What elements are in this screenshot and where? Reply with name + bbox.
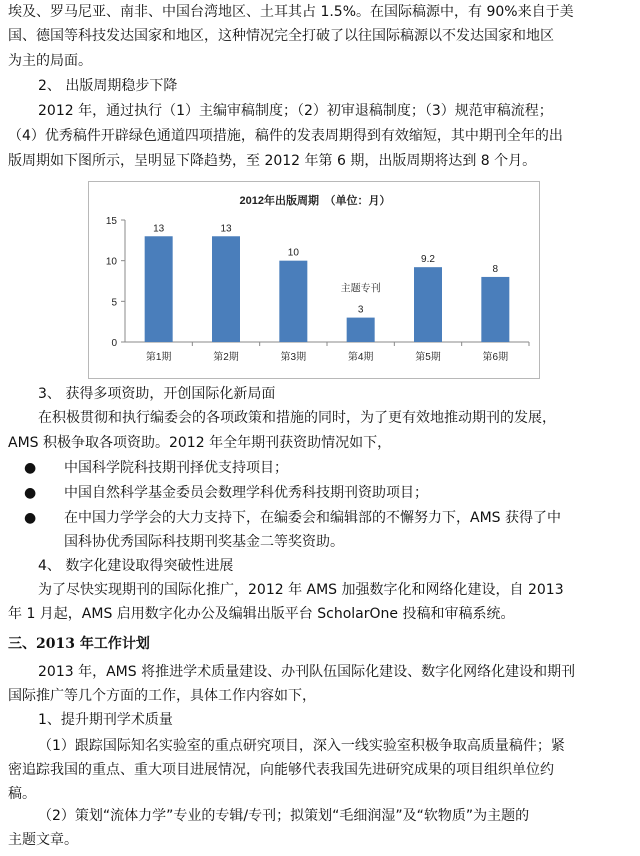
bar bbox=[212, 236, 240, 342]
y-tick-label: 5 bbox=[111, 297, 117, 309]
list-item: 中国科学院科技期刊择优支持项目； bbox=[64, 460, 288, 476]
bullet-icon: ● bbox=[24, 485, 37, 501]
paragraph-line: 版周期如下图所示，呈明显下降趋势，至 2012 年第 6 期，出版周期将达到 8 个月。 bbox=[8, 153, 537, 169]
data-label: 9.2 bbox=[421, 254, 435, 266]
y-tick-label: 10 bbox=[105, 256, 117, 268]
data-label: 8 bbox=[492, 263, 499, 275]
paragraph-line: 主题文章。 bbox=[8, 832, 78, 848]
x-tick-label: 第4期 bbox=[347, 352, 374, 363]
paragraph-line: 2012 年，通过执行（1）主编审稿制度；（2）初审退稿制度；（3）规范审稿流程； bbox=[38, 103, 553, 119]
paragraph-line: 密追踪我国的重点、重大项目进展情况，向能够代表我国先进研究成果的项目组织单位约 bbox=[8, 762, 554, 778]
paragraph-line: （4）优秀稿件开辟绿色通道四项措施，稿件的发表周期得到有效缩短，其中期刊全年的出 bbox=[8, 128, 563, 144]
paragraph-line: （2）策划“流体力学”专业的专辑/专刊；拟策划“毛细润湿”及“软物质”为主题的 bbox=[38, 808, 530, 824]
paragraph-line: 国际推广等几个方面的工作，具体工作内容如下， bbox=[8, 688, 316, 704]
list-item: 中国自然科学基金委员会数理学科优秀科技期刊资助项目； bbox=[64, 485, 428, 501]
bar bbox=[145, 236, 173, 342]
y-tick-label: 15 bbox=[105, 216, 117, 227]
x-tick-label: 第5期 bbox=[415, 352, 441, 363]
paragraph-line: 年 1 月起，AMS 启用数字化办公及编辑出版平台 ScholarOne 投稿和审稿系统。 bbox=[8, 606, 515, 622]
paragraph-line: 2013 年，AMS 将推进学术质量建设、办刊队伍国际化建设、数字化网络化建设和期刊 bbox=[38, 664, 576, 680]
bar bbox=[481, 277, 509, 342]
list-item: 在中国力学学会的大力支持下，在编委会和编辑部的不懈努力下，AMS 获得了中 bbox=[64, 510, 561, 526]
bar bbox=[414, 267, 442, 342]
publication-cycle-chart bbox=[88, 181, 540, 379]
data-label: 13 bbox=[220, 223, 232, 235]
bar-annotation: 主题专刊 bbox=[340, 283, 381, 295]
chapter-heading: 三、2013 年工作计划 bbox=[8, 636, 150, 652]
y-tick-label: 0 bbox=[111, 338, 117, 349]
bullet-icon: ● bbox=[24, 510, 37, 526]
chart-title: 2012年出版周期 （单位：月） bbox=[239, 195, 391, 207]
section-heading: 4、 数字化建设取得突破性进展 bbox=[38, 558, 234, 574]
subsection-heading: 1、提升期刊学术质量 bbox=[38, 712, 173, 728]
chart-canvas bbox=[89, 182, 541, 380]
bar bbox=[347, 318, 375, 342]
bullet-icon: ● bbox=[24, 460, 37, 476]
data-label: 3 bbox=[357, 304, 364, 316]
section-heading: 3、 获得多项资助，开创国际化新局面 bbox=[38, 386, 276, 402]
paragraph-line: 埃及、罗马尼亚、南非、中国台湾地区、土耳其占 1.5%。在国际稿源中，有 90%来自于美 bbox=[8, 4, 574, 20]
paragraph-line: 稿。 bbox=[8, 786, 36, 802]
list-item-continuation: 国科协优秀国际科技期刊奖基金二等奖资助。 bbox=[64, 534, 344, 550]
x-tick-label: 第3期 bbox=[280, 352, 307, 363]
paragraph-line: 国、德国等科技发达国家和地区，这种情况完全打破了以往国际稿源以不发达国家和地区 bbox=[8, 28, 554, 44]
paragraph-line: （1）跟踪国际知名实验室的重点研究项目，深入一线实验室积极争取高质量稿件；紧 bbox=[38, 738, 565, 754]
paragraph-line: 为了尽快实现期刊的国际化推广，2012 年 AMS 加强数字化和网络化建设，自 2013 bbox=[38, 582, 564, 598]
paragraph-line: AMS 积极争取各项资助。2012 年全年期刊获资助情况如下， bbox=[8, 435, 392, 451]
paragraph-line: 为主的局面。 bbox=[8, 53, 92, 69]
bar bbox=[279, 261, 307, 342]
x-tick-label: 第6期 bbox=[482, 352, 509, 363]
x-tick-label: 第2期 bbox=[213, 352, 239, 363]
section-heading: 2、 出版周期稳步下降 bbox=[38, 78, 178, 94]
data-label: 13 bbox=[153, 223, 165, 235]
x-tick-label: 第1期 bbox=[145, 352, 172, 363]
paragraph-line: 在积极贯彻和执行编委会的各项政策和措施的同时，为了更有效地推动期刊的发展， bbox=[38, 410, 556, 426]
data-label: 10 bbox=[287, 247, 299, 259]
